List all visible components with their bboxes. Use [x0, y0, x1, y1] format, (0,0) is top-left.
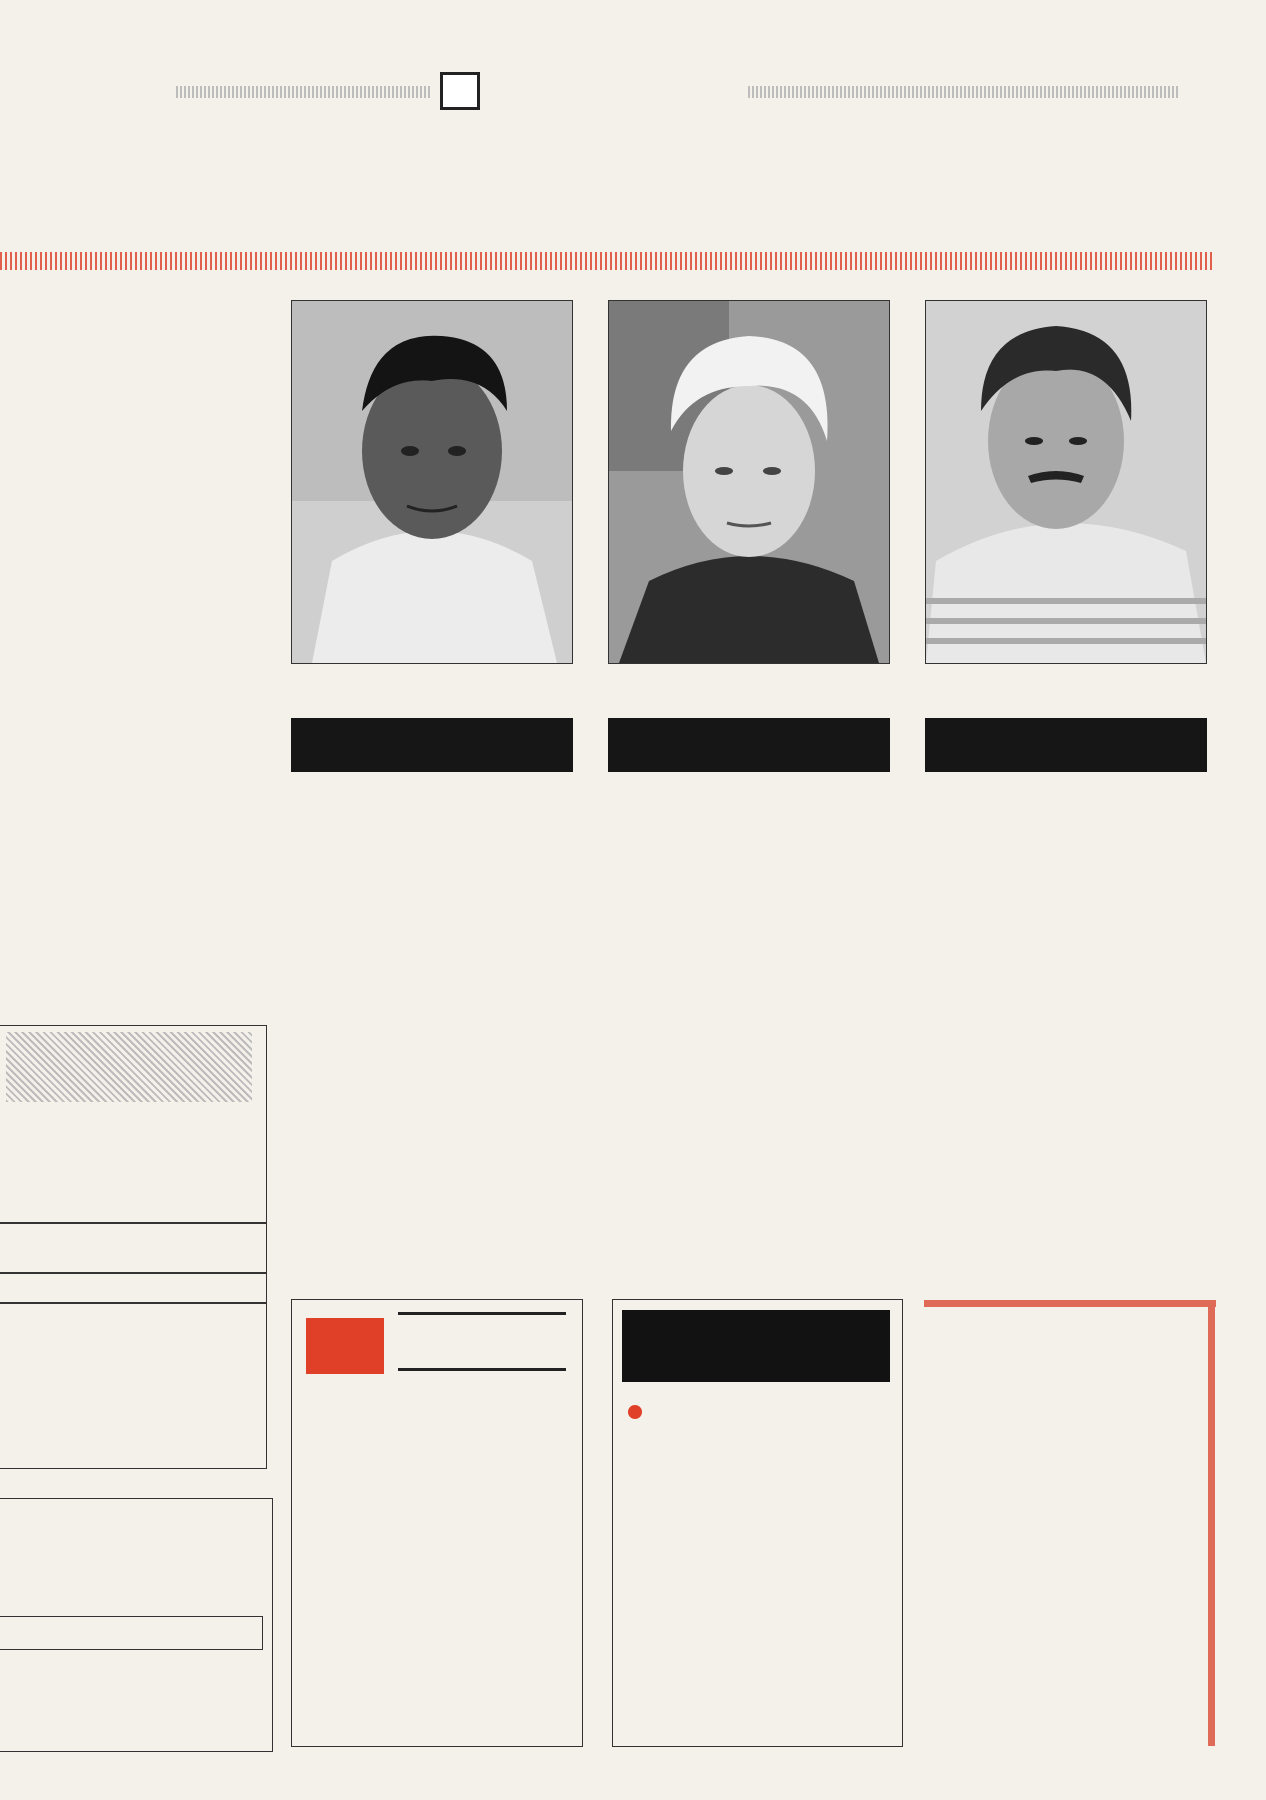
bf-logo: [440, 72, 480, 110]
diese-woche-title: [622, 1310, 890, 1382]
lotto-logo-background: [6, 1032, 252, 1102]
kicker-einsatz-fairness: [925, 718, 1207, 772]
photo-purzler: [608, 300, 890, 664]
polio-top-bar: [924, 1300, 1216, 1307]
kicker-vollblutpolitikerin: [291, 718, 573, 772]
header-rule-right: [748, 86, 1178, 98]
bf-direkt-rule: [398, 1312, 566, 1315]
kicker-sachkompetenz: [608, 718, 890, 772]
header-rule-left: [176, 86, 432, 98]
lotto-divider: [0, 1302, 266, 1304]
polio-side-bar: [1208, 1300, 1215, 1746]
photo-frauenberger: [291, 300, 573, 664]
photo-marzi: [925, 300, 1207, 664]
bf-direkt-logo: [306, 1318, 384, 1374]
lotto-divider: [0, 1222, 266, 1224]
lotto-divider: [0, 1272, 266, 1274]
headline-rule: [0, 252, 1212, 270]
bullet-icon: [628, 1405, 642, 1419]
bf-direkt-rule: [398, 1368, 566, 1371]
zahlenlotto-draw: [0, 1616, 263, 1650]
